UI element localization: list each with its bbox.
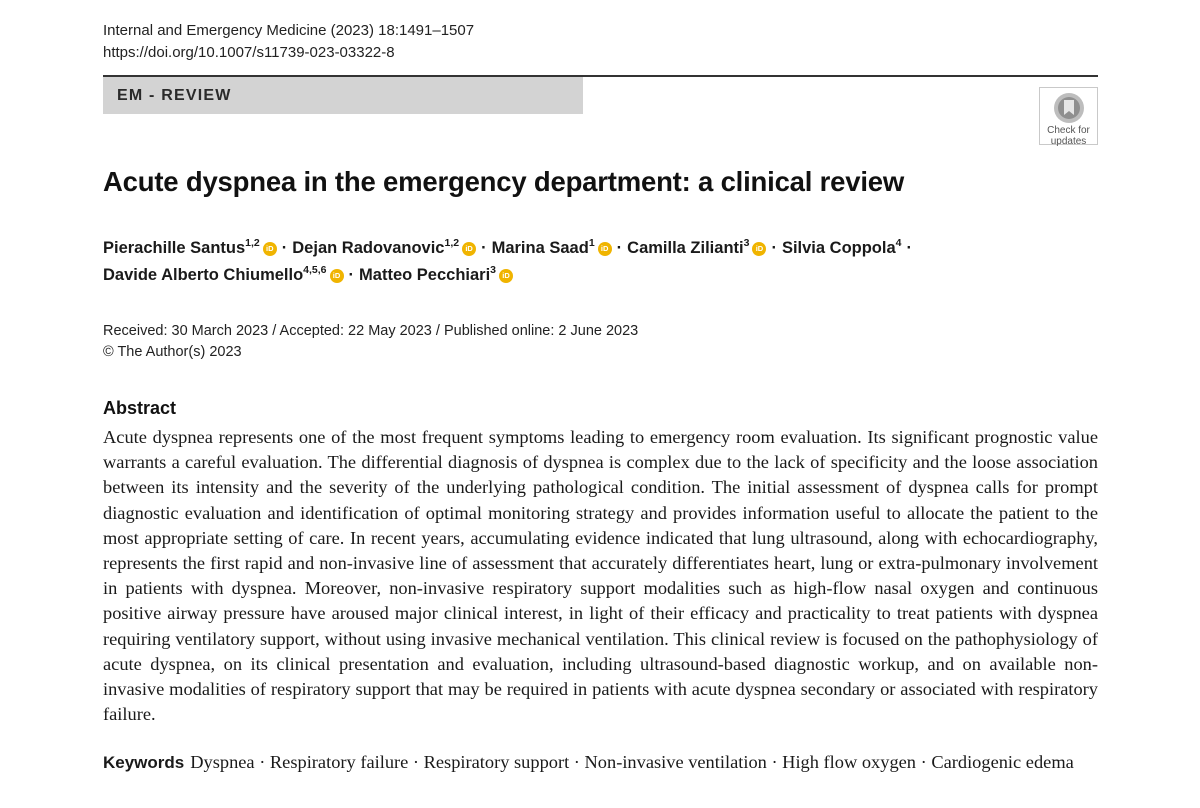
author-affiliation: 3 — [490, 264, 497, 276]
author-name: Pierachille Santus — [103, 239, 246, 257]
orcid-icon[interactable]: iD — [598, 242, 612, 256]
check-for-updates-badge[interactable] — [1039, 87, 1098, 145]
author-2[interactable] — [292, 239, 476, 257]
keywords-section — [103, 750, 1098, 775]
keywords-list: Dyspnea · Respiratory failure · Respiratory support · Non-invasive ventilation · High flow oxygen · Cardiogenic edema — [190, 752, 1074, 772]
section-label: EM - REVIEW — [103, 77, 583, 114]
author-4[interactable] — [627, 239, 766, 257]
author-affiliation: 4,5,6 — [303, 264, 327, 276]
author-name: Dejan Radovanovic — [292, 239, 445, 257]
orcid-icon[interactable]: iD — [499, 269, 513, 283]
check-updates-line2: updates — [1050, 136, 1087, 147]
author-5[interactable] — [782, 239, 902, 257]
publication-dates — [103, 321, 638, 363]
author-affiliation: 1,2 — [245, 237, 260, 249]
check-updates-line1: Check for — [1047, 125, 1090, 136]
author-separator: · — [481, 239, 487, 257]
article-title: Acute dyspnea in the emergency department: a clinical review — [103, 166, 905, 197]
author-affiliation: 1,2 — [444, 237, 460, 249]
abstract-heading: Abstract — [103, 398, 177, 418]
author-name: Marina Saad — [491, 239, 589, 257]
author-name: Silvia Coppola — [781, 239, 896, 257]
orcid-icon[interactable]: iD — [330, 269, 344, 283]
author-affiliation: 4 — [895, 237, 902, 249]
author-list — [103, 235, 1103, 289]
date-history: Received: 30 March 2023 / Accepted: 22 May 2023 / Published online: 2 June 2023 — [103, 323, 639, 339]
doi-link[interactable]: https://doi.org/10.1007/s11739-023-03322-8 — [103, 44, 395, 61]
orcid-icon[interactable]: iD — [752, 242, 766, 256]
author-7[interactable] — [359, 266, 513, 284]
author-separator: · — [906, 239, 912, 257]
author-separator: · — [616, 239, 623, 257]
author-name: Matteo Pecchiari — [359, 266, 491, 284]
author-name: Davide Alberto Chiumello — [103, 266, 304, 284]
author-6[interactable] — [103, 266, 344, 284]
author-affiliation: 1 — [588, 237, 595, 249]
keywords-label: Keywords — [103, 753, 185, 772]
bookmark-icon — [1052, 91, 1086, 125]
author-name: Camilla Zilianti — [627, 239, 744, 257]
author-affiliation: 3 — [743, 237, 750, 249]
author-separator: · — [348, 266, 355, 284]
orcid-icon[interactable]: iD — [462, 242, 476, 256]
orcid-icon[interactable]: iD — [263, 242, 277, 256]
author-1[interactable] — [103, 239, 277, 257]
author-separator: · — [771, 239, 777, 257]
author-separator: · — [281, 239, 288, 257]
journal-citation: Internal and Emergency Medicine (2023) 18:1491–1507 — [103, 22, 475, 39]
copyright-line: © The Author(s) 2023 — [103, 344, 242, 360]
abstract-text: Acute dyspnea represents one of the most frequent symptoms leading to emergency room evaluation. Its significant prognostic value warrants a careful evaluation. The differential diagnosis of dyspnea is complex due to the lack of specificity and the loose association between its intensity and the severity of the underlying pathological condition. The initial assessment of dyspnea calls for prompt diagnostic evaluation and identification of optimal monitoring strategy and provides information useful to allocate the patient to the most appropriate setting of care. In recent years, accumulating evidence indicated that lung ultrasound, along with echocardiography, represents the first rapid and non-invasive line of assessment that accurately differentiates heart, lung or extra-pulmonary involvement in patients with dyspnea. Moreover, non-invasive respiratory support modalities such as high-flow nasal oxygen and continuous positive airway pressure have aroused major clinical interest, in light of their efficacy and practicality to treat patients with dyspnea requiring ventilatory support, without using invasive mechanical ventilation. This clinical review is focused on the pathophysiology of acute dyspnea, on its clinical presentation and evaluation, including ultrasound-based diagnostic workup, and on available non-invasive modalities of respiratory support that may be required in patients with acute dyspnea secondary or associated with respiratory failure. — [103, 427, 1098, 725]
author-3[interactable] — [492, 239, 612, 257]
